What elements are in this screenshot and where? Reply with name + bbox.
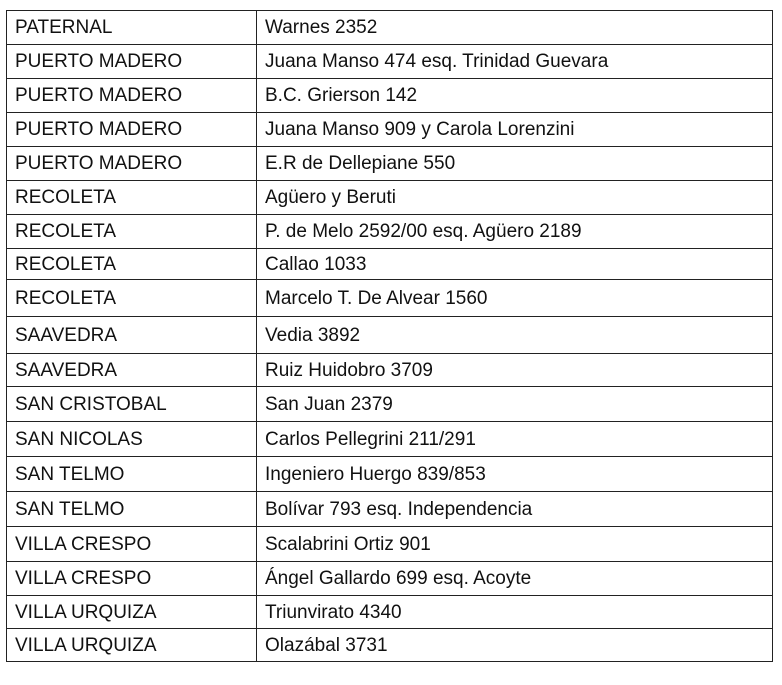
barrio-cell[interactable]: VILLA CRESPO [7,527,257,562]
barrio-cell[interactable]: PUERTO MADERO [7,113,257,147]
direccion-cell[interactable]: Olazábal 3731 [257,629,773,662]
direccion-cell[interactable]: Bolívar 793 esq. Independencia [257,492,773,527]
table-row [7,215,773,249]
table-row [7,596,773,629]
table-row [7,45,773,79]
table-row [7,527,773,562]
table-row [7,492,773,527]
direccion-cell[interactable]: Juana Manso 474 esq. Trinidad Guevara [257,45,773,79]
table-row [7,629,773,662]
table-row [7,249,773,280]
direccion-cell[interactable]: Carlos Pellegrini 211/291 [257,422,773,457]
address-table [6,10,773,662]
barrio-cell[interactable]: RECOLETA [7,249,257,280]
direccion-cell[interactable]: Ángel Gallardo 699 esq. Acoyte [257,562,773,596]
document-page [6,10,772,662]
direccion-cell[interactable]: B.C. Grierson 142 [257,79,773,113]
barrio-cell[interactable]: SAN NICOLAS [7,422,257,457]
barrio-cell[interactable]: SAN TELMO [7,457,257,492]
barrio-cell[interactable]: PUERTO MADERO [7,147,257,181]
table-row [7,422,773,457]
table-row [7,147,773,181]
direccion-cell[interactable]: Ingeniero Huergo 839/853 [257,457,773,492]
direccion-cell[interactable]: Triunvirato 4340 [257,596,773,629]
table-row [7,79,773,113]
barrio-cell[interactable]: RECOLETA [7,181,257,215]
direccion-cell[interactable]: P. de Melo 2592/00 esq. Agüero 2189 [257,215,773,249]
table-row [7,457,773,492]
direccion-cell[interactable]: Juana Manso 909 y Carola Lorenzini [257,113,773,147]
barrio-cell[interactable]: SAAVEDRA [7,354,257,387]
direccion-cell[interactable]: Warnes 2352 [257,11,773,45]
table-row [7,387,773,422]
direccion-cell[interactable]: Marcelo T. De Alvear 1560 [257,280,773,317]
direccion-cell[interactable]: Callao 1033 [257,249,773,280]
table-row [7,317,773,354]
direccion-cell[interactable]: Agüero y Beruti [257,181,773,215]
table-row [7,354,773,387]
barrio-cell[interactable]: PUERTO MADERO [7,45,257,79]
table-row [7,181,773,215]
barrio-cell[interactable]: PATERNAL [7,11,257,45]
direccion-cell[interactable]: Ruiz Huidobro 3709 [257,354,773,387]
barrio-cell[interactable]: VILLA URQUIZA [7,596,257,629]
table-row [7,11,773,45]
direccion-cell[interactable]: San Juan 2379 [257,387,773,422]
table-row [7,280,773,317]
barrio-cell[interactable]: PUERTO MADERO [7,79,257,113]
barrio-cell[interactable]: SAN TELMO [7,492,257,527]
barrio-cell[interactable]: RECOLETA [7,215,257,249]
barrio-cell[interactable]: SAN CRISTOBAL [7,387,257,422]
barrio-cell[interactable]: SAAVEDRA [7,317,257,354]
direccion-cell[interactable]: Scalabrini Ortiz 901 [257,527,773,562]
direccion-cell[interactable]: E.R de Dellepiane 550 [257,147,773,181]
barrio-cell[interactable]: VILLA URQUIZA [7,629,257,662]
table-row [7,113,773,147]
direccion-cell[interactable]: Vedia 3892 [257,317,773,354]
barrio-cell[interactable]: VILLA CRESPO [7,562,257,596]
table-row [7,562,773,596]
barrio-cell[interactable]: RECOLETA [7,280,257,317]
